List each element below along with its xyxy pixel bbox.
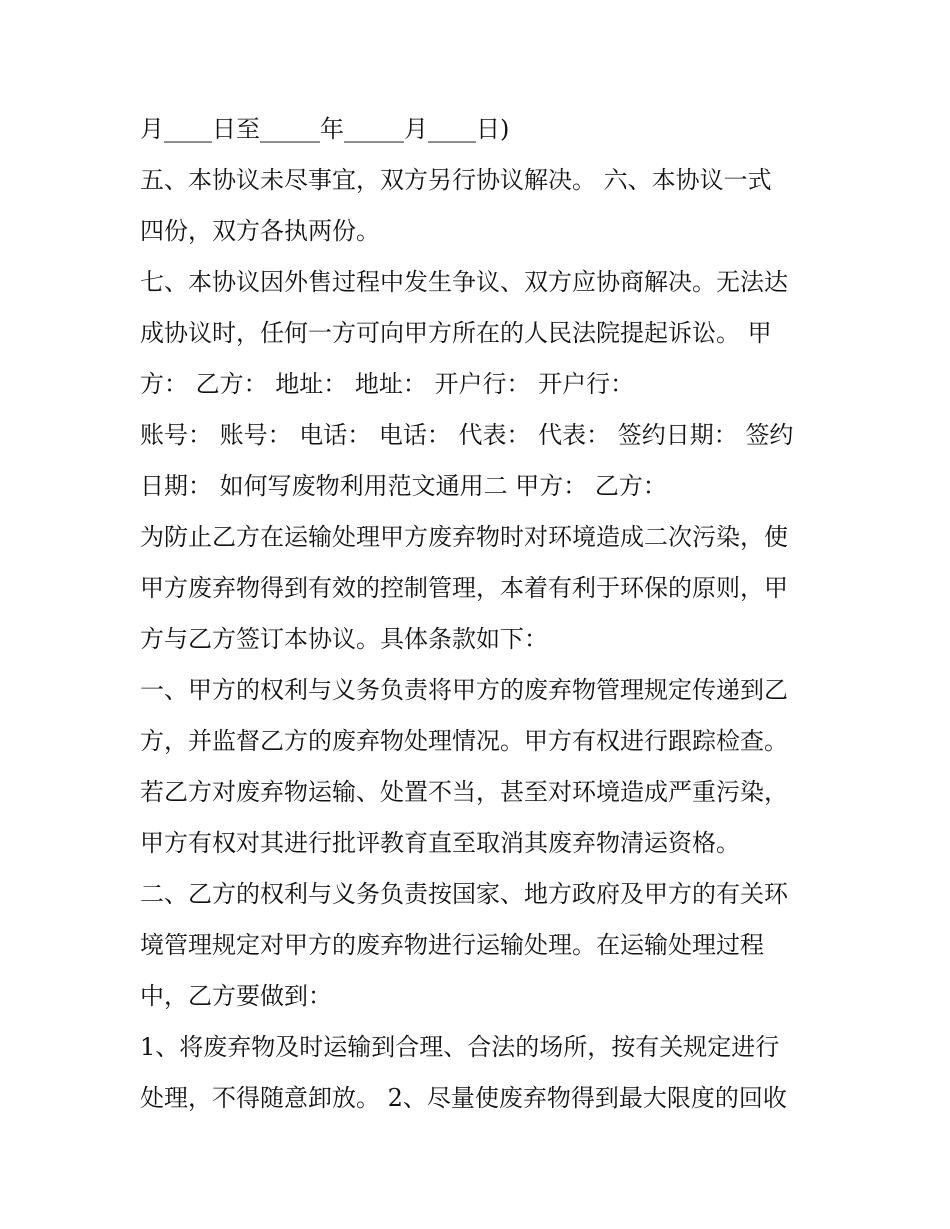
text-line: 若乙方对废弃物运输、处置不当，甚至对环境造成严重污染， xyxy=(140,778,788,806)
text-line: 方与乙方签订本协议。具体条款如下： xyxy=(140,625,548,653)
text-line: 境管理规定对甲方的废弃物进行运输处理。在运输处理过程 xyxy=(140,931,764,959)
text-line: 二、乙方的权利与义务负责按国家、地方政府及甲方的有关环 xyxy=(140,880,788,908)
text-line: 日期： 如何写废物利用范文通用二 甲方： 乙方： xyxy=(140,472,667,500)
text-line: 为防止乙方在运输处理甲方废弃物时对环境造成二次污染，使 xyxy=(140,523,788,551)
text-line: 成协议时，任何一方可向甲方所在的人民法院提起诉讼。 甲 xyxy=(140,319,772,347)
text-line: 七、本协议因外售过程中发生争议、双方应协商解决。无法达 xyxy=(140,268,788,296)
text-line: 方： 乙方： 地址： 地址： 开户行： 开户行： xyxy=(140,370,635,398)
text-line: 五、本协议未尽事宜，双方另行协议解决。 六、本协议一式 xyxy=(140,166,772,194)
text-line: 甲方有权对其进行批评教育直至取消其废弃物清运资格。 xyxy=(140,829,740,857)
document-body xyxy=(140,104,820,1124)
text-line: 一、甲方的权利与义务负责将甲方的废弃物管理规定传递到乙 xyxy=(140,676,788,704)
text-line: 四份，双方各执两份。 xyxy=(140,217,380,245)
text-line: 月____日至_____年_____月____日) xyxy=(140,115,510,143)
text-line: 账号： 账号： 电话： 电话： 代表： 代表： 签约日期： 签约 xyxy=(140,421,794,449)
text-line: 1、将废弃物及时运输到合理、合法的场所，按有关规定进行 xyxy=(140,1033,780,1061)
text-line: 中，乙方要做到： xyxy=(140,982,332,1010)
text-line: 处理，不得随意卸放。 2、尽量使废弃物得到最大限度的回收 xyxy=(140,1084,787,1112)
text-line: 方，并监督乙方的废弃物处理情况。甲方有权进行跟踪检查。 xyxy=(140,727,788,755)
text-line: 甲方废弃物得到有效的控制管理，本着有利于环保的原则，甲 xyxy=(140,574,788,602)
